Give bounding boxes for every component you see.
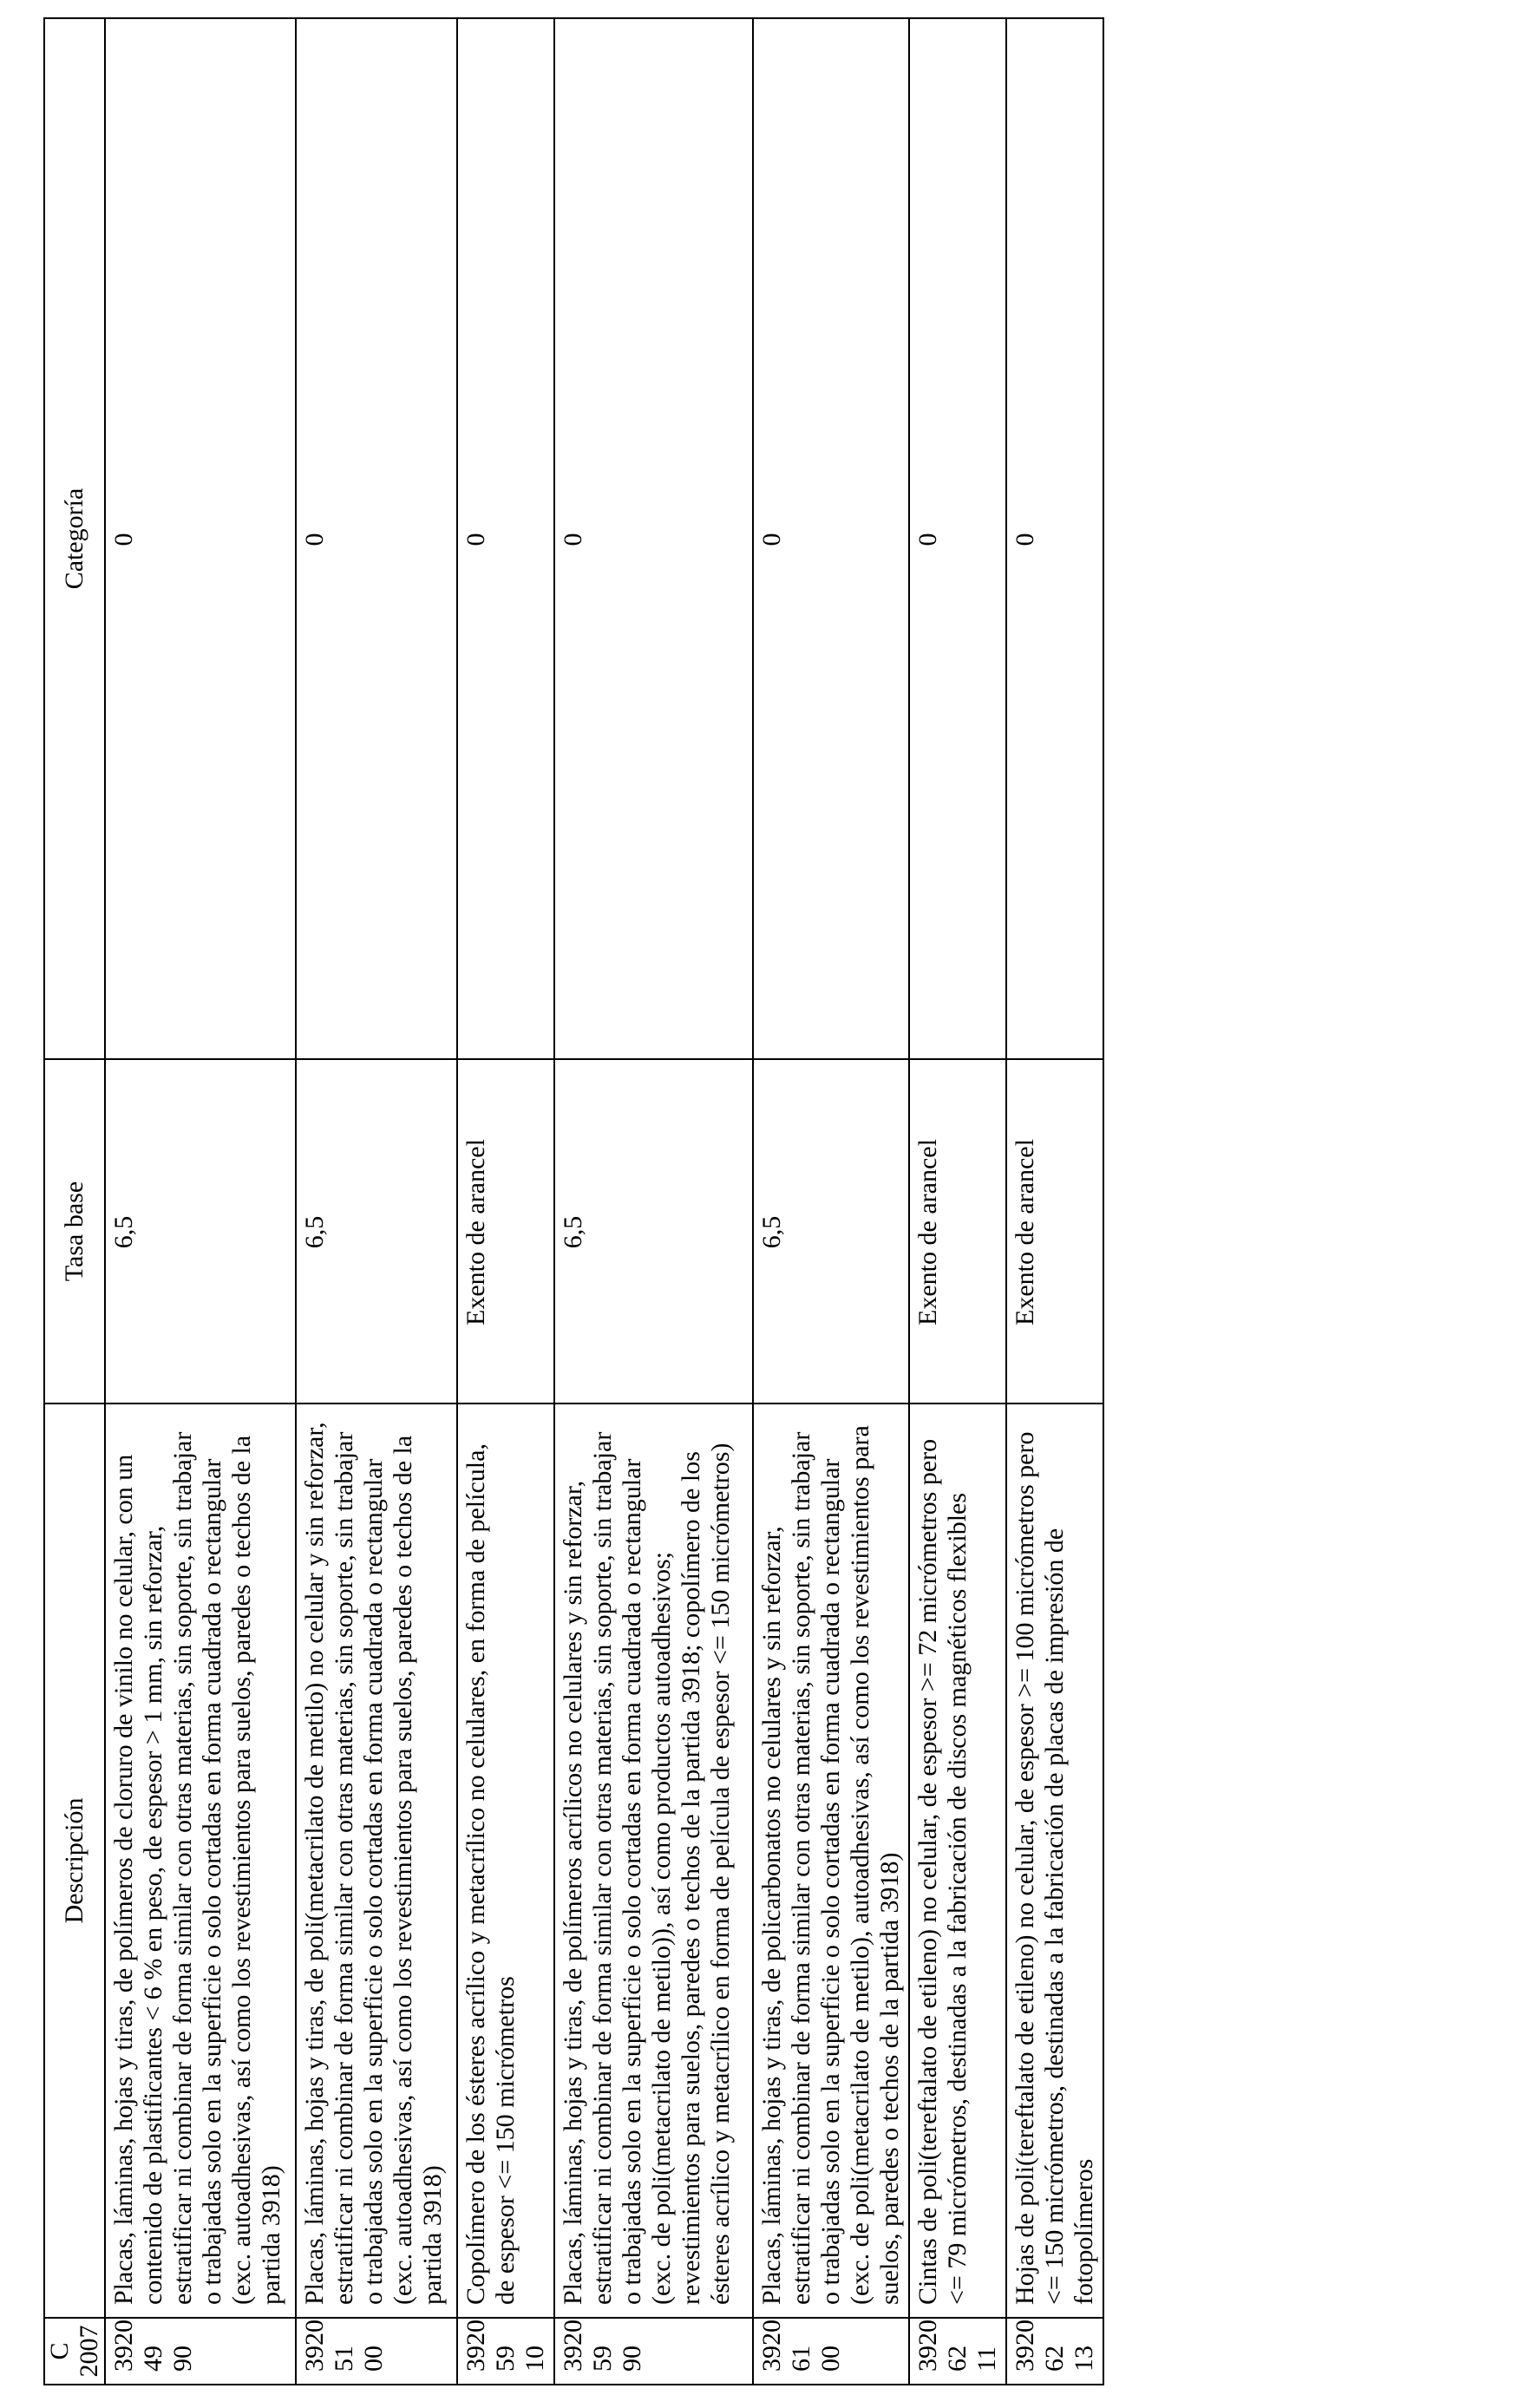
base-rate-cell: 6,5	[753, 1059, 909, 1404]
base-rate-cell: Exento de arancel	[457, 1059, 554, 1404]
table-row	[753, 18, 909, 2385]
description-cell: Placas, láminas, hojas y tiras, de polímeros acrílicos no celulares y sin reforzar, estratificar ni combinar de forma similar con otras materias, sin soporte, sin trabajar o trabajadas solo en la superficie o solo cortadas en forma cuadrada o rectangular (exc. de poli(metacrilato de metilo)), así como productos autoadhesivos; revestimientos para suelos, paredes o techos de la partida 3918; copolímero de los ésteres acrílico y metacrílico en forma de película de espesor <= 150 micrómetros)	[554, 1404, 753, 2318]
table-row	[554, 18, 753, 2385]
code-cell: 3920 51 00	[296, 2318, 457, 2385]
tariff-table	[43, 17, 1104, 2385]
header-description: Descripción	[44, 1404, 105, 2318]
category-cell: 0	[1006, 18, 1103, 1059]
table-row	[457, 18, 554, 2385]
header-code: C 2007	[44, 2318, 105, 2385]
base-rate-cell: Exento de arancel	[909, 1059, 1006, 1404]
description-cell: Hojas de poli(tereftalato de etileno) no celular, de espesor >= 100 micrómetros pero <= 150 micrómetros, destinadas a la fabricación de placas de impresión de fotopolímeros	[1006, 1404, 1103, 2318]
header-row	[44, 18, 105, 2385]
category-cell: 0	[296, 18, 457, 1059]
description-cell: Cintas de poli(tereftalato de etileno) no celular, de espesor >= 72 micrómetros pero <= 79 micrómetros, destinadas a la fabricación de discos magnéticos flexibles	[909, 1404, 1006, 2318]
code-cell: 3920 49 90	[105, 2318, 296, 2385]
base-rate-cell: 6,5	[296, 1059, 457, 1404]
rotated-table-container	[43, 19, 1098, 2385]
description-cell: Copolímero de los ésteres acrílico y metacrílico no celulares, en forma de película, de espesor <= 150 micrómetros	[457, 1404, 554, 2318]
category-cell: 0	[909, 18, 1006, 1059]
description-cell: Placas, láminas, hojas y tiras, de poli(metacrilato de metilo) no celular y sin reforzar, estratificar ni combinar de forma similar con otras materias, sin soporte, sin trabajar o trabajadas solo en la superficie o solo cortadas en forma cuadrada o rectangular (exc. autoadhesivas, así como los revestimientos para suelos, paredes o techos de la partida 3918)	[296, 1404, 457, 2318]
code-cell: 3920 59 10	[457, 2318, 554, 2385]
base-rate-cell: Exento de arancel	[1006, 1059, 1103, 1404]
base-rate-cell: 6,5	[554, 1059, 753, 1404]
code-cell: 3920 59 90	[554, 2318, 753, 2385]
category-cell: 0	[105, 18, 296, 1059]
category-cell: 0	[753, 18, 909, 1059]
description-cell: Placas, láminas, hojas y tiras, de policarbonatos no celulares y sin reforzar, estratificar ni combinar de forma similar con otras materias, sin soporte, sin trabajar o trabajadas solo en la superficie o solo cortadas en forma cuadrada o rectangular (exc. de poli(metacrilato de metilo), autoadhesivas, así como los revestimientos para suelos, paredes o techos de la partida 3918)	[753, 1404, 909, 2318]
code-cell: 3920 62 13	[1006, 2318, 1103, 2385]
description-cell: Placas, láminas, hojas y tiras, de polímeros de cloruro de vinilo no celular, con un contenido de plastificantes < 6 % en peso, de espesor > 1 mm, sin reforzar, estratificar ni combinar de forma similar con otras materias, sin soporte, sin trabajar o trabajadas solo en la superficie o solo cortadas en forma cuadrada o rectangular (exc. autoadhesivas, así como los revestimientos para suelos, paredes o techos de la partida 3918)	[105, 1404, 296, 2318]
code-cell: 3920 61 00	[753, 2318, 909, 2385]
table-row	[909, 18, 1006, 2385]
table-row	[296, 18, 457, 2385]
page	[43, 19, 1098, 2385]
header-base-rate: Tasa base	[44, 1059, 105, 1404]
base-rate-cell: 6,5	[105, 1059, 296, 1404]
header-category: Categoría	[44, 18, 105, 1059]
table-row	[1006, 18, 1103, 2385]
code-cell: 3920 62 11	[909, 2318, 1006, 2385]
table-row	[105, 18, 296, 2385]
category-cell: 0	[554, 18, 753, 1059]
category-cell: 0	[457, 18, 554, 1059]
